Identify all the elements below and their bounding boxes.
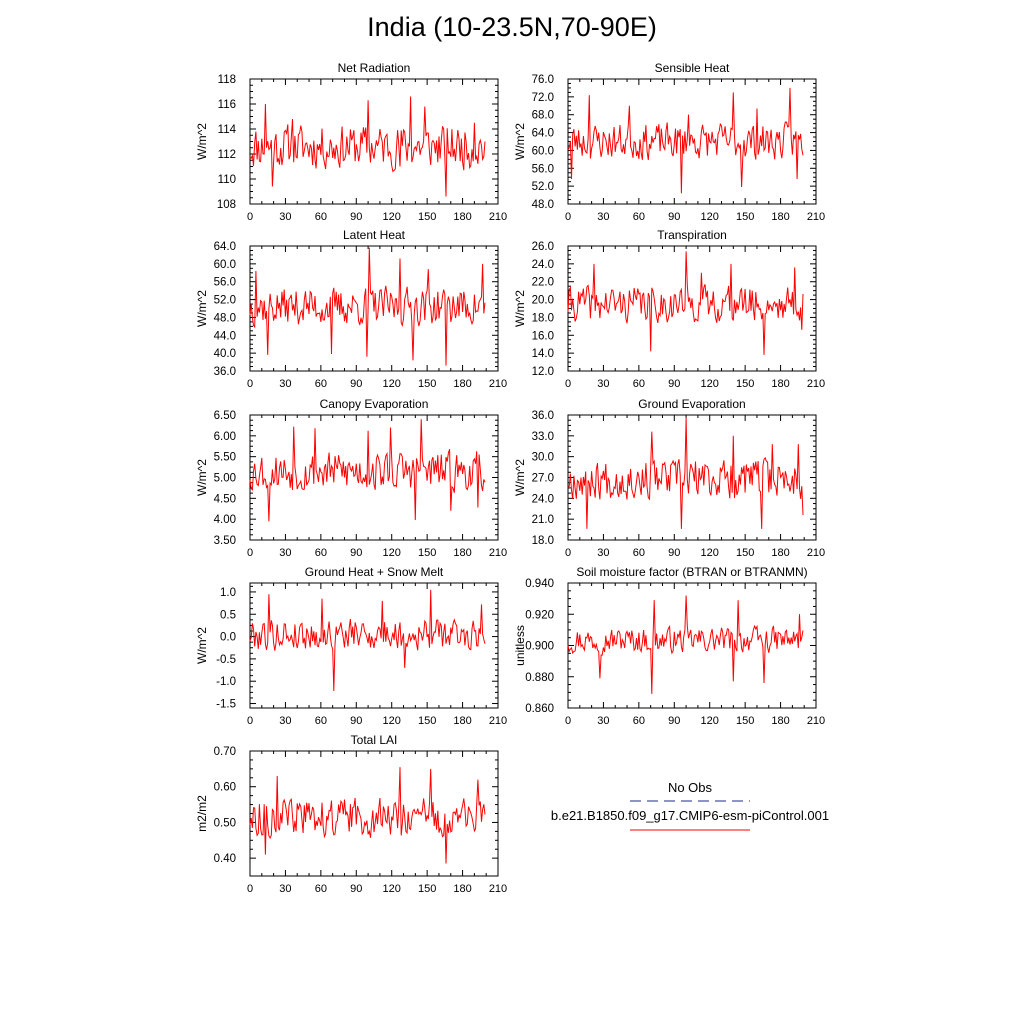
y-tick-label: 56.0 (531, 163, 554, 176)
y-tick-label: 0.50 (213, 817, 236, 830)
y-tick-label: 0.5 (220, 609, 236, 622)
x-tick-label: 60 (632, 378, 645, 390)
x-tick-label: 150 (735, 715, 755, 727)
y-tick-label: 64.0 (531, 127, 554, 140)
y-tick-label: 114 (217, 124, 236, 136)
y-axis-label: W/m^2 (195, 627, 209, 664)
y-tick-label: 5.50 (213, 451, 236, 464)
y-tick-label: 0.900 (525, 640, 554, 653)
panel-title: Total LAI (350, 733, 398, 747)
chart-panel (195, 228, 507, 390)
x-tick-label: 30 (279, 715, 292, 727)
x-tick-label: 120 (700, 378, 719, 390)
y-tick-label: 118 (217, 74, 236, 86)
y-tick-label: 52.0 (213, 294, 236, 307)
x-tick-label: 210 (806, 378, 826, 390)
x-tick-label: 180 (453, 547, 472, 559)
panel-title: Ground Evaporation (638, 397, 746, 411)
x-tick-label: 150 (417, 715, 437, 727)
x-tick-label: 60 (314, 883, 327, 895)
x-tick-label: 120 (382, 211, 401, 223)
y-tick-label: 16.0 (531, 330, 554, 343)
x-tick-label: 60 (632, 715, 645, 727)
x-tick-label: 30 (279, 883, 292, 895)
series-line (568, 418, 803, 529)
y-tick-label: 0.880 (525, 671, 554, 684)
legend-label-no-obs: No Obs (667, 780, 713, 795)
chart-panel (195, 61, 507, 223)
y-tick-label: 60.0 (531, 145, 554, 158)
chart-panel (195, 565, 507, 727)
x-tick-label: 120 (700, 211, 719, 223)
x-tick-label: 0 (246, 883, 254, 895)
y-tick-label: 24.0 (531, 493, 554, 506)
y-tick-label: 40.0 (213, 348, 236, 361)
x-tick-label: 0 (564, 378, 572, 390)
y-tick-label: 12.0 (531, 366, 554, 378)
y-tick-label: 76.0 (531, 74, 554, 86)
series-line (568, 88, 803, 193)
x-tick-label: 90 (350, 883, 363, 895)
x-tick-label: 180 (771, 547, 790, 559)
y-axis-label: W/m^2 (195, 123, 209, 160)
y-tick-label: 4.00 (213, 514, 236, 527)
y-tick-label: 36.0 (213, 366, 236, 378)
y-tick-label: 26.0 (531, 241, 554, 253)
x-tick-label: 210 (488, 378, 508, 390)
y-axis-label: W/m^2 (195, 459, 209, 496)
y-axis-label: W/m^2 (513, 459, 527, 496)
y-tick-label: 0.860 (525, 703, 554, 715)
panel-title: Sensible Heat (654, 61, 730, 75)
x-tick-label: 180 (453, 211, 472, 223)
y-tick-label: -0.5 (216, 653, 236, 666)
chart-panel (195, 397, 507, 559)
series-line (250, 97, 485, 197)
y-tick-label: 0.920 (525, 609, 554, 622)
y-tick-label: 1.0 (220, 586, 236, 599)
x-tick-label: 120 (700, 715, 719, 727)
y-tick-label: 0.0 (220, 631, 236, 644)
x-tick-label: 180 (453, 883, 472, 895)
y-tick-label: 0.40 (213, 853, 236, 866)
y-tick-label: 0.60 (213, 781, 236, 794)
y-axis-label: W/m^2 (195, 290, 209, 327)
panel-title: Canopy Evaporation (319, 397, 429, 411)
y-tick-label: 18.0 (531, 312, 554, 325)
y-tick-label: 56.0 (213, 276, 236, 289)
x-tick-label: 150 (735, 211, 755, 223)
x-tick-label: 0 (246, 378, 254, 390)
y-tick-label: 33.0 (531, 430, 554, 443)
y-tick-label: 116 (217, 99, 236, 111)
y-axis-label: W/m^2 (513, 290, 527, 327)
y-tick-label: 27.0 (531, 472, 554, 485)
y-tick-label: 68.0 (531, 109, 554, 122)
figure-title: India (10-23.5N,70-90E) (367, 12, 657, 42)
x-tick-label: 120 (700, 547, 719, 559)
plot-frame (568, 79, 816, 204)
x-tick-label: 150 (417, 378, 437, 390)
series-line (250, 590, 485, 691)
y-axis-label: m2/m2 (195, 795, 209, 832)
y-tick-label: 3.50 (213, 535, 236, 547)
x-tick-label: 30 (597, 211, 610, 223)
x-tick-label: 180 (771, 378, 790, 390)
x-tick-label: 210 (806, 211, 826, 223)
x-tick-label: 60 (314, 715, 327, 727)
legend-label-model-run: b.e21.B1850.f09_g17.CMIP6-esm-piControl.001 (550, 808, 830, 823)
y-tick-label: 52.0 (531, 181, 554, 194)
x-tick-label: 90 (668, 378, 681, 390)
x-tick-label: 180 (453, 378, 472, 390)
y-tick-label: 108 (216, 199, 236, 211)
y-tick-label: 72.0 (531, 91, 554, 104)
y-tick-label: 36.0 (531, 410, 554, 422)
series-line (568, 251, 803, 355)
x-tick-label: 90 (350, 211, 363, 223)
y-tick-label: 48.0 (213, 312, 236, 325)
x-tick-label: 150 (417, 883, 437, 895)
x-tick-label: 30 (279, 211, 292, 223)
y-axis-label: unitless (513, 625, 527, 666)
x-tick-label: 150 (417, 211, 437, 223)
x-tick-label: 120 (382, 547, 401, 559)
y-tick-label: 20.0 (531, 294, 554, 307)
y-tick-label: 22.0 (531, 276, 554, 289)
series-line (250, 248, 485, 366)
x-tick-label: 150 (417, 547, 437, 559)
y-tick-label: 0.70 (213, 746, 236, 758)
x-tick-label: 0 (246, 547, 254, 559)
y-tick-label: 6.50 (213, 410, 236, 422)
y-axis-label: W/m^2 (513, 123, 527, 160)
x-tick-label: 90 (350, 378, 363, 390)
y-tick-label: 21.0 (531, 514, 554, 527)
x-tick-label: 210 (488, 715, 508, 727)
x-tick-label: 0 (564, 547, 572, 559)
x-tick-label: 150 (735, 378, 755, 390)
series-line (568, 596, 803, 694)
panel-title: Net Radiation (337, 61, 411, 75)
y-tick-label: 0.940 (525, 578, 554, 590)
y-tick-label: 5.00 (213, 472, 236, 485)
chart-panel (195, 733, 507, 895)
x-tick-label: 120 (382, 883, 401, 895)
x-tick-label: 90 (668, 211, 681, 223)
y-tick-label: 60.0 (213, 258, 236, 271)
x-tick-label: 30 (597, 715, 610, 727)
chart-panel (513, 565, 825, 727)
x-tick-label: 180 (771, 715, 790, 727)
chart-panel (513, 397, 825, 559)
x-tick-label: 180 (771, 211, 790, 223)
x-tick-label: 90 (350, 547, 363, 559)
series-line (250, 419, 485, 521)
chart-panel (513, 228, 825, 390)
chart-panel (513, 61, 825, 223)
y-tick-label: -1.0 (216, 676, 236, 689)
y-tick-label: 24.0 (531, 258, 554, 271)
x-tick-label: 60 (314, 378, 327, 390)
x-tick-label: 90 (668, 715, 681, 727)
x-tick-label: 30 (279, 547, 292, 559)
x-tick-label: 90 (668, 547, 681, 559)
x-tick-label: 0 (246, 211, 254, 223)
y-tick-label: 112 (217, 149, 236, 161)
x-tick-label: 150 (735, 547, 755, 559)
x-tick-label: 30 (597, 378, 610, 390)
x-tick-label: 210 (488, 547, 508, 559)
y-tick-label: 30.0 (531, 451, 554, 464)
panel-title: Transpiration (657, 228, 727, 242)
x-tick-label: 210 (806, 547, 826, 559)
series-line (250, 767, 485, 863)
panel-title: Soil moisture factor (BTRAN or BTRANMN) (576, 565, 808, 579)
y-tick-label: 44.0 (213, 330, 236, 343)
x-tick-label: 60 (632, 547, 645, 559)
x-tick-label: 60 (314, 547, 327, 559)
x-tick-label: 0 (564, 211, 572, 223)
y-tick-label: 64.0 (213, 241, 236, 253)
x-tick-label: 30 (279, 378, 292, 390)
y-tick-label: -1.5 (216, 698, 236, 711)
x-tick-label: 210 (806, 715, 826, 727)
panel-title: Latent Heat (342, 228, 406, 242)
x-tick-label: 30 (597, 547, 610, 559)
x-tick-label: 180 (453, 715, 472, 727)
x-tick-label: 60 (632, 211, 645, 223)
x-tick-label: 0 (246, 715, 254, 727)
legend (551, 780, 829, 830)
y-tick-label: 14.0 (531, 348, 554, 361)
x-tick-label: 120 (382, 715, 401, 727)
x-tick-label: 210 (488, 883, 508, 895)
y-tick-label: 6.00 (213, 430, 236, 443)
x-tick-label: 120 (382, 378, 401, 390)
y-tick-label: 18.0 (531, 535, 554, 547)
y-tick-label: 4.50 (213, 493, 236, 506)
x-tick-label: 210 (488, 211, 508, 223)
panel-title: Ground Heat + Snow Melt (304, 565, 444, 579)
y-tick-label: 48.0 (531, 199, 554, 211)
y-tick-label: 110 (217, 174, 236, 186)
x-tick-label: 0 (564, 715, 572, 727)
x-tick-label: 60 (314, 211, 327, 223)
x-tick-label: 90 (350, 715, 363, 727)
